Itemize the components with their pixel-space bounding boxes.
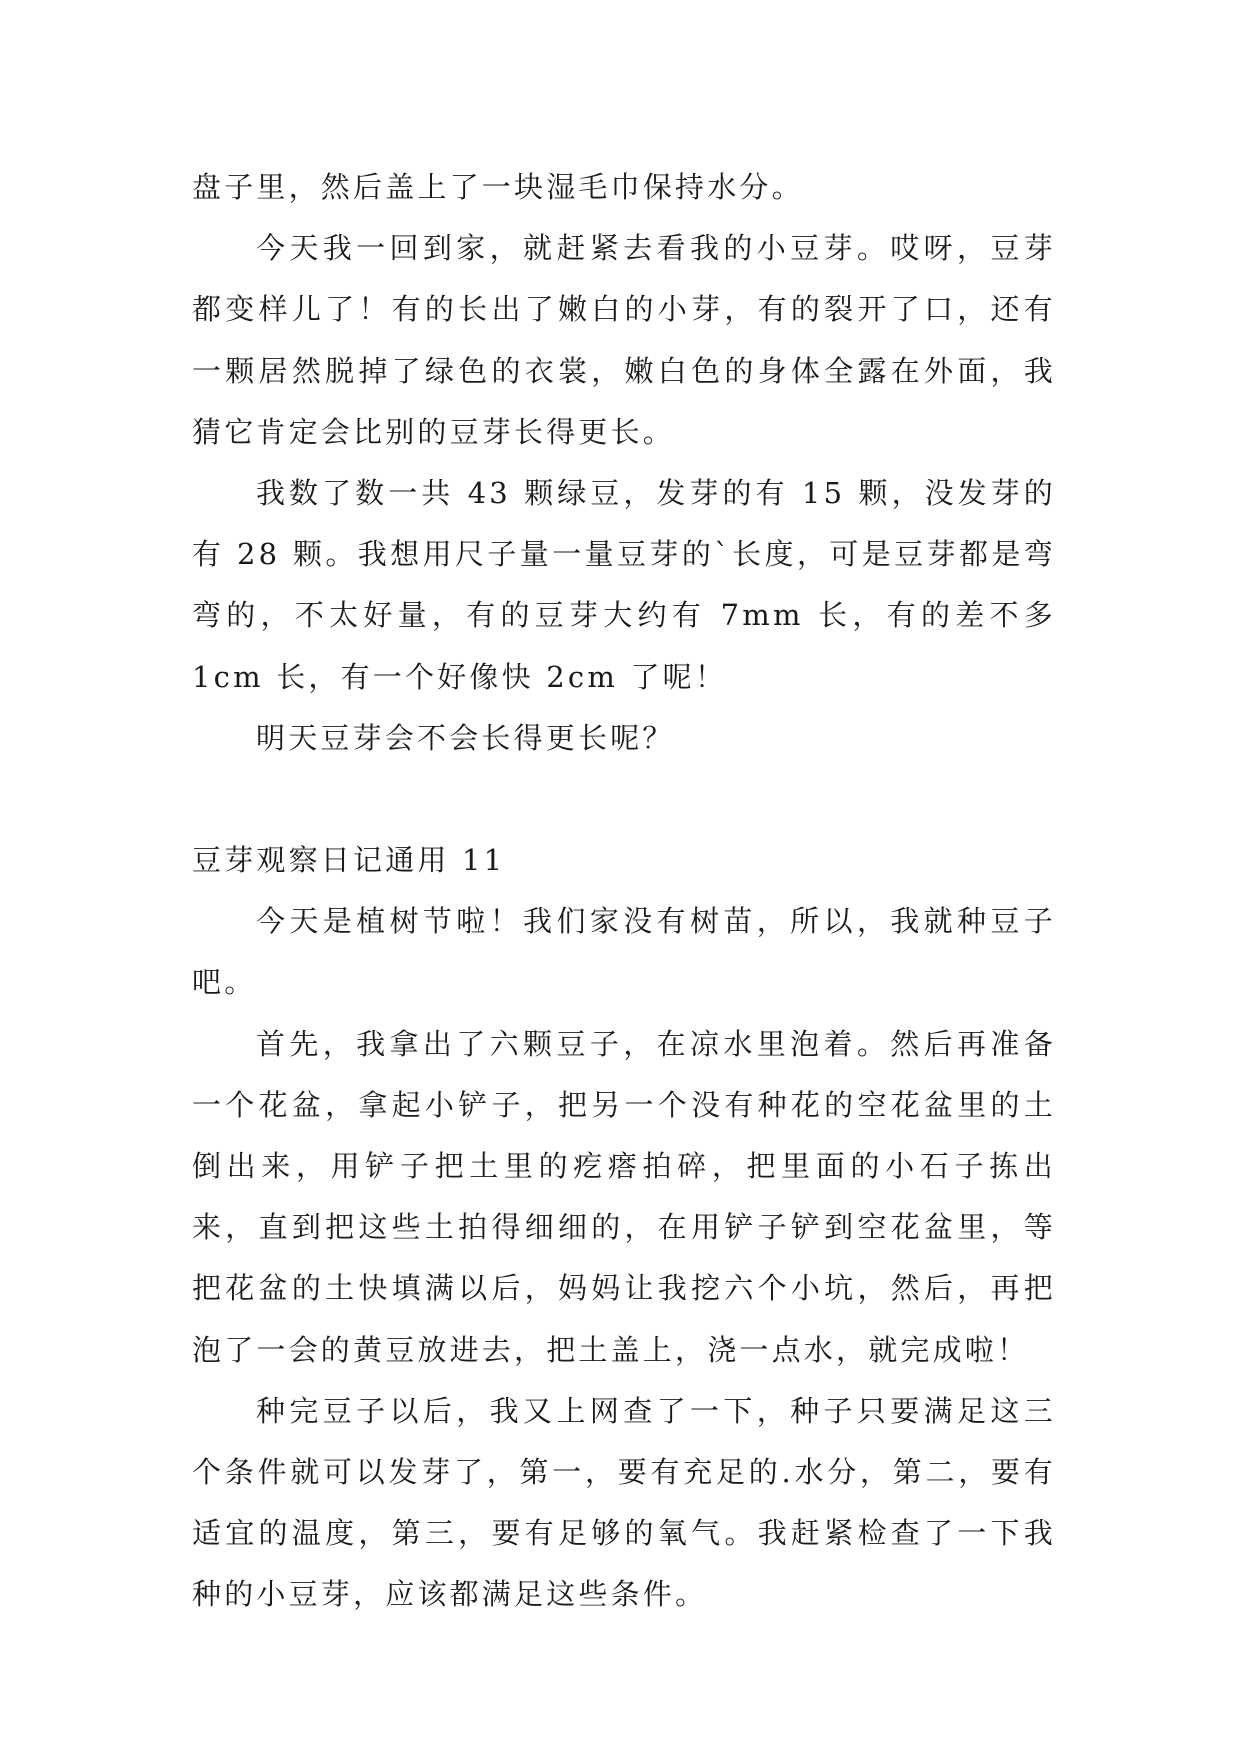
paragraph-arbor-day: 今天是植树节啦！我们家没有树苗，所以，我就种豆子吧。 xyxy=(192,904,1056,1000)
paragraph-bean-count: 我数了数一共 43 颗绿豆，发芽的有 15 颗，没发芽的有 28 颗。我想用尺子量一量豆芽的`长度，可是豆芽都是弯弯的，不太好量，有的豆芽大约有 7mm 长，有的差不多 1cm 长，有一个好像快 2cm 了呢！ xyxy=(192,476,1056,694)
paragraph-continuation: 盘子里，然后盖上了一块湿毛巾保持水分。 xyxy=(192,170,804,204)
section-title: 豆芽观察日记通用 11 xyxy=(192,843,506,878)
paragraph-bean-sprout-changed: 今天我一回到家，就赶紧去看我的小豆芽。哎呀，豆芽都变样儿了！有的长出了嫩白的小芽，有的裂开了口，还有一颗居然脱掉了绿色的衣裳，嫩白色的身体全露在外面，我猜它肯定会比别的豆芽长得更长。 xyxy=(192,231,1056,449)
paragraph-germination-conditions: 种完豆子以后，我又上网查了一下，种子只要满足这三个条件就可以发芽了，第一，要有充足的.水分，第二，要有适宜的温度，第三，要有足够的氧气。我赶紧检查了一下我种的小豆芽，应该都满足这些条件。 xyxy=(192,1393,1056,1612)
paragraph-planting-steps: 首先，我拿出了六颗豆子，在凉水里泡着。然后再准备一个花盆，拿起小铲子，把另一个没有种花的空花盆里的土倒出来，用铲子把土里的疙瘩拍碎，把里面的小石子拣出来，直到把这些土拍得细细的，在用铲子铲到空花盆里，等把花盆的土快填满以后，妈妈让我挖六个小坑，然后，再把泡了一会的黄豆放进去，把土盖上，浇一点水，就完成啦！ xyxy=(192,1026,1056,1367)
paragraph-tomorrow-question: 明天豆芽会不会长得更长呢？ xyxy=(256,720,675,755)
document-body xyxy=(192,157,1056,1626)
